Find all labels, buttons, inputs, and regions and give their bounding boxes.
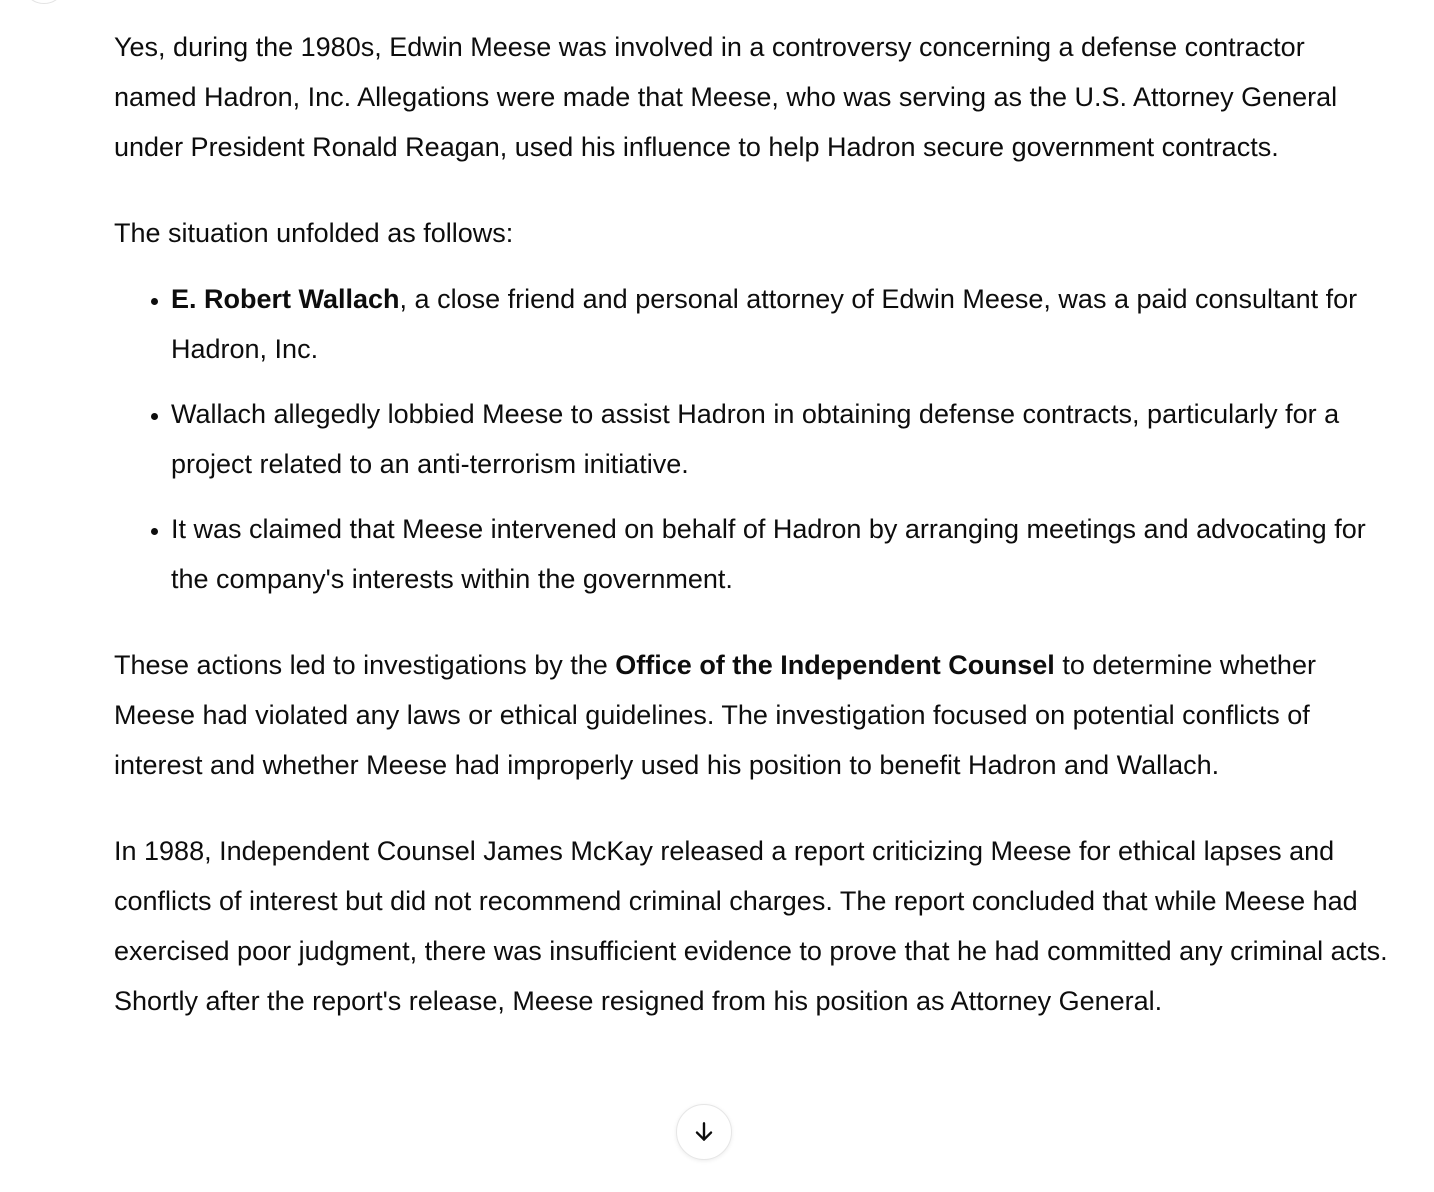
paragraph-text: These actions led to investigations by the — [114, 650, 616, 680]
list-item-text: , a close friend and personal attorney of Edwin Meese, was a paid consultant for Hadron, Inc. — [171, 284, 1358, 364]
assistant-message — [114, 22, 1394, 1026]
paragraph-lead-in: The situation unfolded as follows: — [114, 218, 514, 248]
paragraph-investigation — [114, 640, 1394, 790]
list-item — [171, 389, 1394, 489]
paragraph-conclusion: In 1988, Independent Counsel James McKay released a report criticizing Meese for ethical lapses and conflicts of interest but did not recommend criminal charges. The report concluded that while Meese had exercised poor judgment, there was insufficient evidence to prove that he had committed any criminal acts. Shortly after the report's release, Meese resigned from his position as Attorney General. — [114, 836, 1388, 1016]
avatar — [22, 0, 66, 4]
bold-text: Office of the Independent Counsel — [615, 650, 1055, 680]
list-item-text: Wallach allegedly lobbied Meese to assist Hadron in obtaining defense contracts, particularly for a project related to an anti-terrorism initiative. — [171, 399, 1340, 479]
bullet-list — [114, 274, 1394, 604]
list-item-text: It was claimed that Meese intervened on behalf of Hadron by arranging meetings and advocating for the company's interests within the government. — [171, 514, 1366, 594]
scroll-to-bottom-button[interactable] — [676, 1104, 732, 1160]
bold-text: E. Robert Wallach — [171, 284, 400, 314]
list-item — [171, 504, 1394, 604]
paragraph-text: to determine whether Meese had violated any laws or ethical guidelines. The investigation focused on potential conflicts of interest and whether Meese had improperly used his position to benefit Hadron and Wallach. — [114, 650, 1316, 780]
arrow-down-icon — [691, 1119, 717, 1145]
paragraph-intro: Yes, during the 1980s, Edwin Meese was involved in a controversy concerning a defense contractor named Hadron, Inc. Allegations were made that Meese, who was serving as the U.S. Attorney General under President Ronald Reagan, used his influence to help Hadron secure government contracts. — [114, 32, 1338, 162]
list-item — [171, 274, 1394, 374]
